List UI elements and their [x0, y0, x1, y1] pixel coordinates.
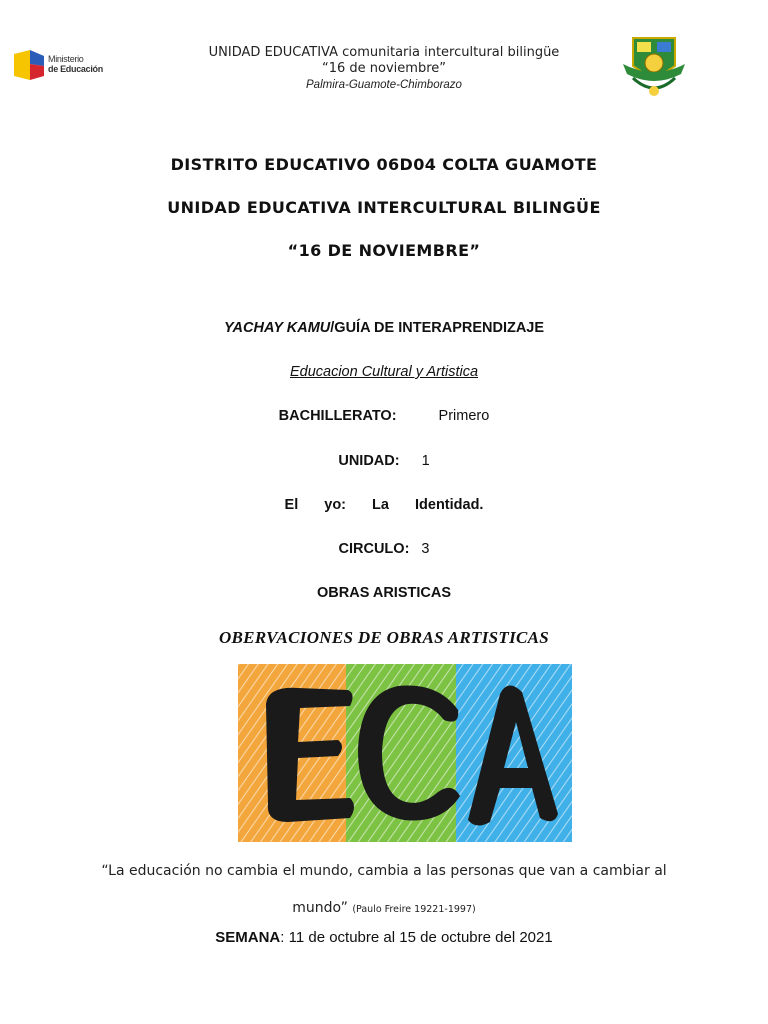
- unit-label: UNIDAD:: [338, 453, 400, 469]
- ministry-logo-line-1: Ministerio: [48, 54, 84, 64]
- week-label: SEMANA: [215, 929, 281, 946]
- unit-value: 1: [421, 453, 430, 469]
- guide-title: [0, 320, 768, 336]
- location-line: Palmira-Guamote-Chimborazo: [306, 79, 462, 91]
- quote-citation: (Paulo Freire 19221-1997): [352, 904, 476, 915]
- guide-title-kichwa: YACHAY KAMU: [223, 320, 331, 336]
- school-crest-icon: [619, 36, 689, 100]
- observations-heading: OBERVACIONES DE OBRAS ARTISTICAS: [218, 628, 550, 647]
- week-value: : 11 de octubre al 15 de octubre del 2021: [280, 929, 553, 946]
- level-value: Primero: [438, 408, 490, 424]
- school-title: UNIDAD EDUCATIVA INTERCULTURAL BILINGÜE: [167, 198, 601, 217]
- ministry-logo-line-2: de Educación: [48, 64, 103, 74]
- level-label: BACHILLERATO:: [278, 408, 397, 424]
- subject-name: Educacion Cultural y Artistica: [289, 364, 479, 380]
- level-row: [0, 408, 768, 424]
- district-title: DISTRITO EDUCATIVO 06D04 COLTA GUAMOTE: [170, 155, 598, 174]
- unit-title: El yo: La Identidad.: [284, 497, 484, 513]
- week-row: [0, 929, 768, 946]
- quote-line-1: “La educación no cambia el mundo, cambia a las personas que van a cambiar al: [101, 863, 667, 879]
- quote-line-2: mundo”: [292, 900, 348, 916]
- guide-title-spanish: /GUÍA DE INTERAPRENDIZAJE: [330, 320, 545, 336]
- school-name-title: “16 DE NOVIEMBRE”: [287, 241, 481, 260]
- quote: [0, 853, 768, 928]
- unit-row: [0, 453, 768, 469]
- circle-value: 3: [421, 541, 430, 557]
- eca-logo-image: [238, 664, 572, 842]
- circle-row: [0, 541, 768, 557]
- institution-name-line: “16 de noviembre”: [322, 61, 446, 76]
- works-heading: OBRAS ARISTICAS: [317, 585, 451, 601]
- institution-line: UNIDAD EDUCATIVA comunitaria intercultural bilingüe: [208, 45, 560, 60]
- circle-label: CIRCULO:: [338, 541, 410, 557]
